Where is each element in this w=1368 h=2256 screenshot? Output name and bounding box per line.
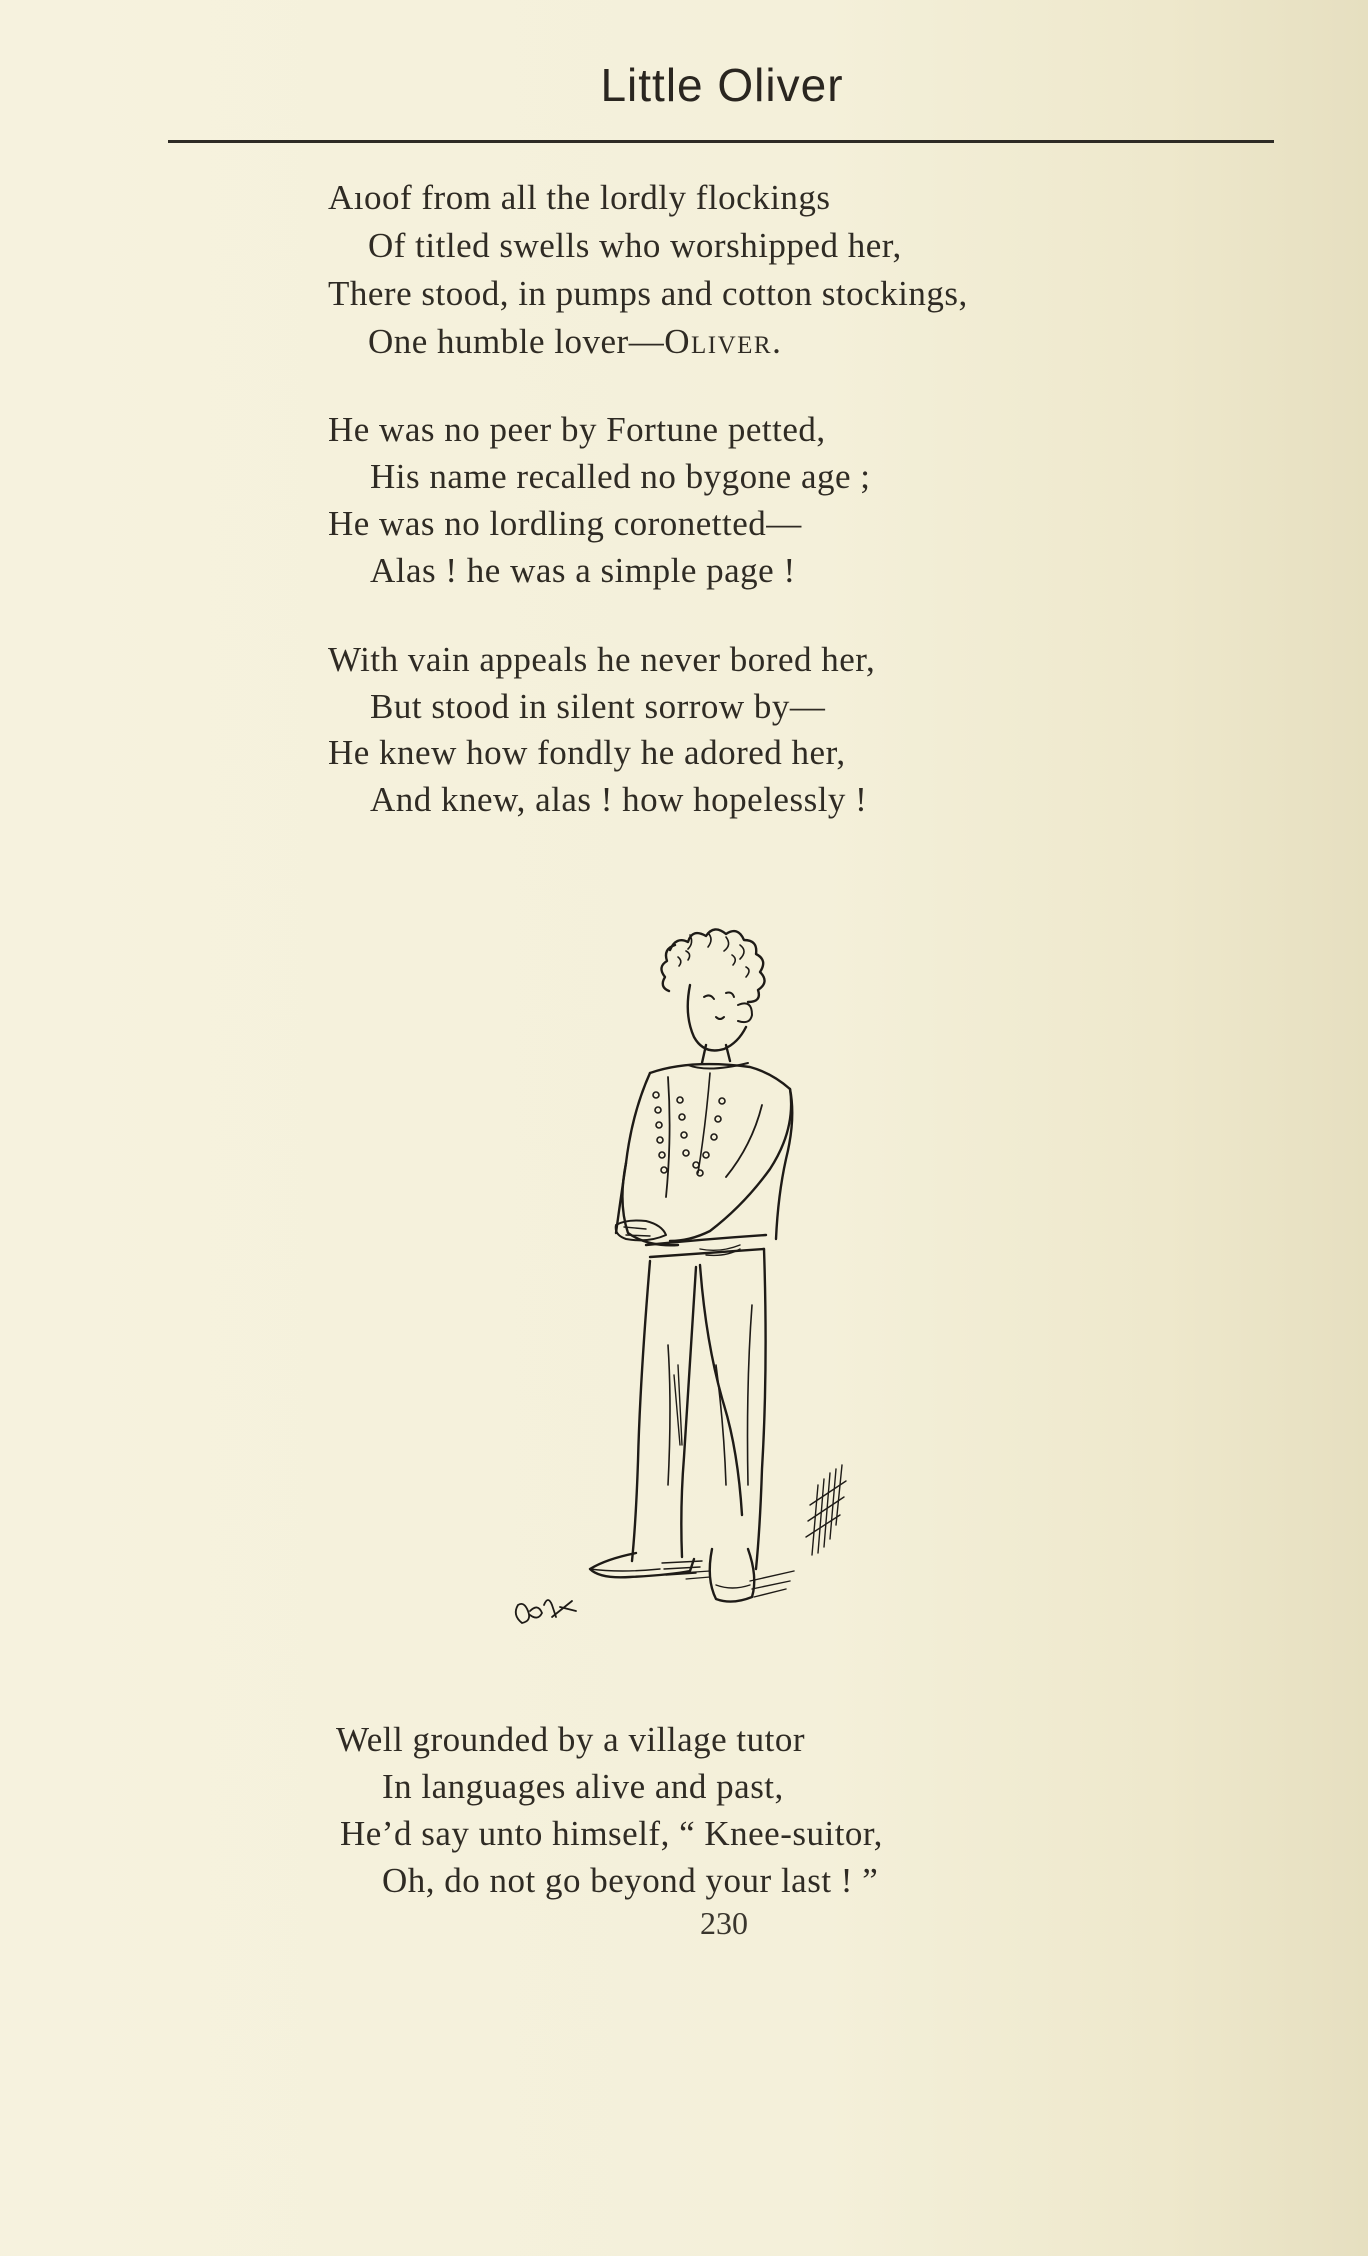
verse-line: He knew how fondly he adored her, bbox=[328, 733, 846, 772]
page-number: 230 bbox=[700, 1905, 748, 1941]
verse-line: With vain appeals he never bored her, bbox=[328, 640, 876, 679]
verse-line: His name recalled no bygone age ; bbox=[370, 457, 871, 496]
verse-line: He’d say unto himself, “ Knee-suitor, bbox=[340, 1814, 883, 1853]
page-title: Little Oliver bbox=[600, 59, 844, 111]
verse-line bbox=[368, 322, 782, 362]
verse-line: But stood in silent sorrow by— bbox=[370, 687, 826, 726]
verse-line: He was no peer by Fortune petted, bbox=[328, 410, 826, 449]
name-oliver: Oliver. bbox=[664, 322, 783, 361]
page-boy-illustration bbox=[500, 905, 900, 1645]
verse-line: In languages alive and past, bbox=[382, 1767, 784, 1806]
page-boy-sketch-icon bbox=[500, 905, 900, 1645]
verse-line: Well grounded by a village tutor bbox=[336, 1720, 806, 1759]
verse-line: Of titled swells who worshipped her, bbox=[368, 226, 902, 265]
verse-line: Oh, do not go beyond your last ! ” bbox=[382, 1861, 879, 1900]
verse-line: Aıoof from all the lordly flockings bbox=[328, 178, 831, 217]
verse-line: Alas ! he was a simple page ! bbox=[370, 551, 796, 590]
verse-line: And knew, alas ! how hopelessly ! bbox=[370, 780, 868, 819]
verse-line: There stood, in pumps and cotton stockings, bbox=[328, 274, 968, 313]
header-rule bbox=[168, 140, 1274, 143]
verse-line-text: One humble lover— bbox=[368, 322, 665, 361]
verse-line: He was no lordling coronetted— bbox=[328, 504, 802, 543]
